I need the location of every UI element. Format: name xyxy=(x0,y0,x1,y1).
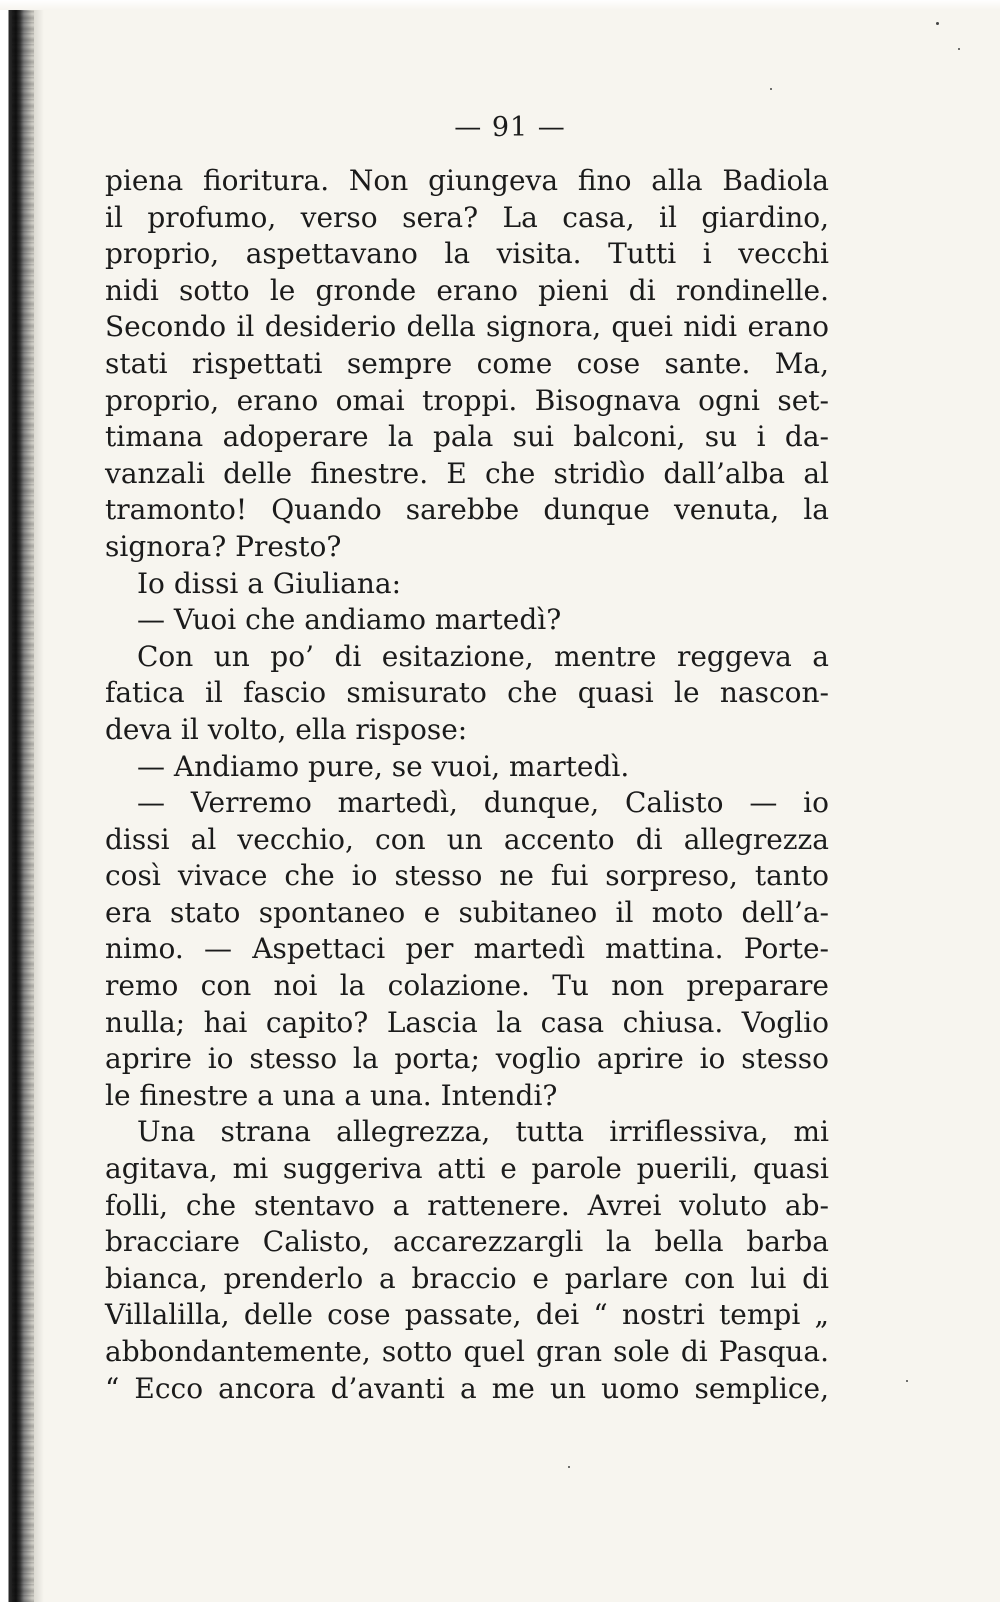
text-line: aprire io stesso la porta; voglio aprire io stesso xyxy=(105,1042,829,1076)
text-line: bracciare Calisto, accarezzargli la bella barba xyxy=(105,1225,829,1259)
text-line: tramonto! Quando sarebbe dunque venuta, la xyxy=(105,493,829,527)
paper-speck xyxy=(906,1380,908,1382)
text-line: timana adoperare la pala sui balconi, su i da- xyxy=(105,420,829,454)
binding-texture xyxy=(12,0,34,1602)
text-line: stati rispettati sempre come cose sante. Ma, xyxy=(105,346,829,380)
page-top-edge xyxy=(0,0,1000,10)
text-line: era stato spontaneo e subitaneo il moto dell’a- xyxy=(105,895,829,929)
text-line: abbondantemente, sotto quel gran sole di Pasqua. xyxy=(105,1335,829,1368)
body-text xyxy=(105,163,829,1407)
text-line: bianca, prenderlo a braccio e parlare con lui di xyxy=(105,1261,829,1295)
paper-speck xyxy=(770,88,772,90)
text-line: — Verremo martedì, dunque, Calisto — io xyxy=(137,786,829,820)
text-line: nulla; hai capito? Lascia la casa chiusa. Voglio xyxy=(105,1005,829,1039)
paper-speck xyxy=(936,22,939,25)
text-line: piena fioritura. Non giungeva fino alla Badiola xyxy=(105,164,829,197)
text-line: Villalilla, delle cose passate, dei “ nostri tempi „ xyxy=(105,1298,829,1332)
text-line: remo con noi la colazione. Tu non preparare xyxy=(105,969,829,1003)
text-line: Secondo il desiderio della signora, quei nidi erano xyxy=(105,310,829,344)
text-line: proprio, aspettavano la visita. Tutti i vecchi xyxy=(105,237,829,271)
text-line: folli, che stentavo a rattenere. Avrei voluto ab- xyxy=(105,1188,829,1222)
text-line: vanzali delle finestre. E che stridìo dall’alba al xyxy=(105,456,829,490)
paper-speck xyxy=(958,48,960,50)
text-line: agitava, mi suggeriva atti e parole puerili, quasi xyxy=(105,1152,829,1186)
text-line: proprio, erano omai troppi. Bisognava ogni set- xyxy=(105,383,829,417)
text-line: così vivace che io stesso ne fui sorpreso, tanto xyxy=(105,859,829,893)
text-line: nidi sotto le gronde erano pieni di rondinelle. xyxy=(105,273,829,307)
text-line: Io dissi a Giuliana: xyxy=(137,566,402,600)
text-line: Una strana allegrezza, tutta irriflessiva, mi xyxy=(137,1115,829,1149)
text-line: le finestre a una a una. Intendi? xyxy=(105,1078,558,1112)
text-line: Con un po’ di esitazione, mentre reggeva a xyxy=(137,639,829,673)
page-number: — 91 — xyxy=(454,112,566,143)
text-line: signora? Presto? xyxy=(105,529,342,563)
text-line: dissi al vecchio, con un accento di allegrezza xyxy=(105,822,829,856)
paper-speck xyxy=(568,1466,570,1468)
text-line: fatica il fascio smisurato che quasi le nascon- xyxy=(105,676,829,710)
text-line: — Vuoi che andiamo martedì? xyxy=(137,603,562,637)
text-line: deva il volto, ella rispose: xyxy=(105,712,468,746)
text-line: — Andiamo pure, se vuoi, martedì. xyxy=(137,749,630,783)
text-line: “ Ecco ancora d’avanti a me un uomo semplice, xyxy=(105,1371,829,1405)
text-line: il profumo, verso sera? La casa, il giardino, xyxy=(105,200,829,234)
text-line: nimo. — Aspettaci per martedì mattina. Porte- xyxy=(105,932,829,966)
